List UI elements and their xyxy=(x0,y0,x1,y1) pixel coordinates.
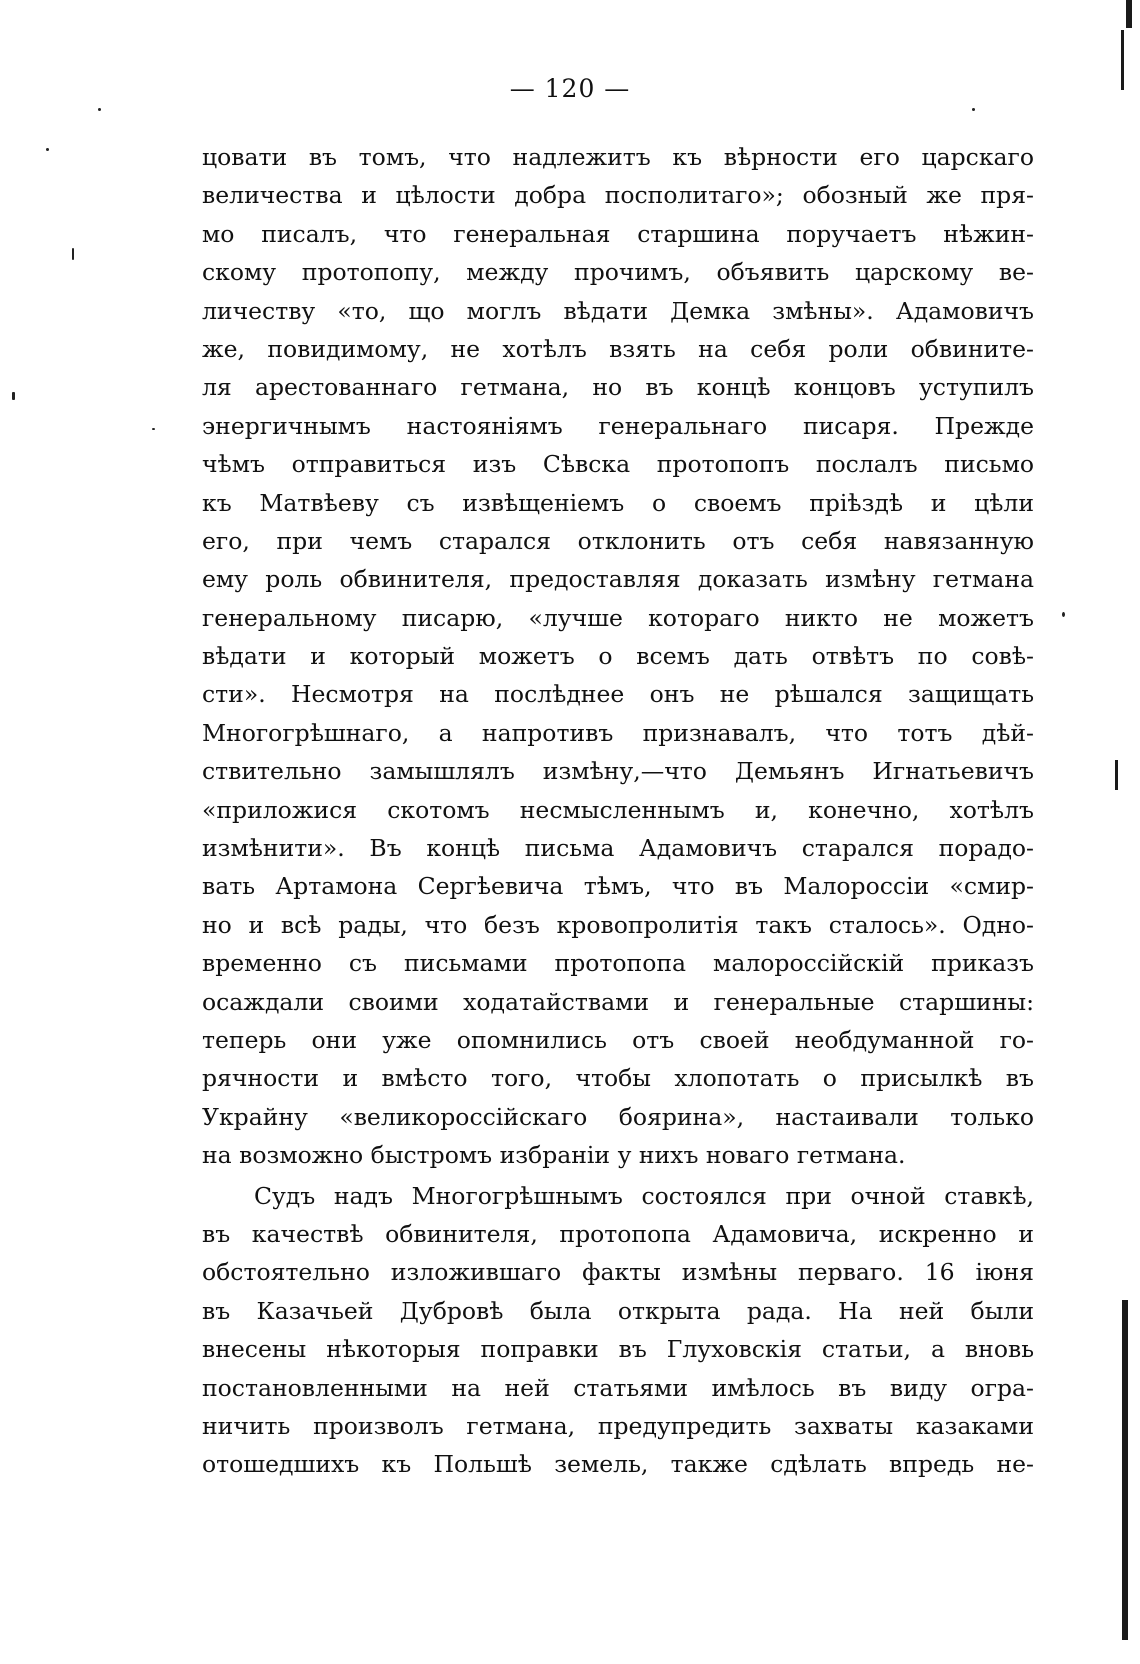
text-line: его, при чемъ старался отклонить отъ себя навязанную xyxy=(202,526,1034,555)
scan-speck xyxy=(12,392,15,400)
text-line: внесены нѣкоторыя поправки въ Глуховскія статьи, а вновь xyxy=(202,1335,1034,1364)
paragraph-2 xyxy=(202,1177,1034,1484)
scan-edge-mark xyxy=(1115,760,1118,790)
scan-speck xyxy=(98,108,101,111)
text-line: цовати въ томъ, что надлежитъ къ вѣрности его царскаго xyxy=(202,143,1034,171)
text-line: измѣнити». Въ концѣ письма Адамовичъ старался порадо- xyxy=(202,834,1034,863)
paragraph-1 xyxy=(202,138,1034,1175)
text-line: чѣмъ отправиться изъ Сѣвска протопопъ послалъ письмо xyxy=(202,450,1034,479)
text-line: сти». Несмотря на послѣднее онъ не рѣшался защищать xyxy=(202,680,1034,709)
text-line: вать Артамона Сергѣевича тѣмъ, что въ Малороссіи «смир- xyxy=(202,872,1034,901)
text-line: отошедшихъ къ Польшѣ земель, также сдѣлать впредь не- xyxy=(202,1450,1034,1479)
text-line: Многогрѣшнаго, а напротивъ признавалъ, что тотъ дѣй- xyxy=(202,718,1034,747)
text-line: рячности и вмѣсто того, чтобы хлопотать о присылкѣ въ xyxy=(202,1064,1034,1093)
scan-speck xyxy=(72,248,74,260)
text-line: величества и цѣлости добра посполитаго»; обозный же пря- xyxy=(202,181,1034,210)
scan-edge-mark xyxy=(1126,0,1132,28)
text-line: въ качествѣ обвинителя, протопопа Адамовича, искренно и xyxy=(202,1219,1034,1248)
text-line: ничить произволъ гетмана, предупредить захваты казаками xyxy=(202,1411,1034,1440)
text-line: Украйну «великороссійскаго боярина», настаивали только xyxy=(202,1102,1034,1131)
text-line: временно съ письмами протопопа малороссійскій приказъ xyxy=(202,949,1034,978)
scan-speck xyxy=(152,428,155,430)
text-line: къ Матвѣеву съ извѣщеніемъ о своемъ пріѣздѣ и цѣли xyxy=(202,488,1034,517)
text-line: генеральному писарю, «лучше котораго никто не можетъ xyxy=(202,603,1034,632)
text-line: но и всѣ рады, что безъ кровопролитія такъ сталось». Одно- xyxy=(202,910,1034,939)
page-number: — 120 — xyxy=(509,74,631,103)
scan-edge-mark xyxy=(1121,30,1124,90)
text-line: на возможно быстромъ избраніи у нихъ новаго гетмана. xyxy=(202,1141,906,1170)
text-line: постановленными на ней статьями имѣлось въ виду огра- xyxy=(202,1373,1034,1402)
text-line: въ Казачьей Дубровѣ была открыта рада. На ней были xyxy=(202,1296,1034,1325)
text-line: ему роль обвинителя, предоставляя доказать измѣну гетмана xyxy=(202,565,1034,594)
scan-speck xyxy=(1062,612,1065,617)
text-line: ствительно замышлялъ измѣну,—что Демьянъ Игнатьевичъ xyxy=(202,757,1034,786)
text-line: обстоятельно изложившаго факты измѣны перваго. 16 іюня xyxy=(202,1258,1034,1287)
text-line: личеству «то, що моглъ вѣдати Демка змѣны». Адамовичъ xyxy=(202,296,1034,325)
text-line: ля арестованнаго гетмана, но въ концѣ концовъ уступилъ xyxy=(202,373,1034,402)
scan-edge-mark xyxy=(1122,1300,1128,1640)
text-line: энергичнымъ настояніямъ генеральнаго писаря. Прежде xyxy=(202,411,1034,440)
text-line: вѣдати и который можетъ о всемъ дать отвѣтъ по совѣ- xyxy=(202,642,1034,671)
scan-speck xyxy=(972,108,975,111)
text-line: теперь они уже опомнились отъ своей необдуманной го- xyxy=(202,1025,1034,1054)
body-text xyxy=(202,138,1034,1484)
text-line: мо писалъ, что генеральная старшина поручаетъ нѣжин- xyxy=(202,219,1034,248)
text-line: скому протопопу, между прочимъ, объявить царскому ве- xyxy=(202,258,1034,287)
text-line: «приложися скотомъ несмысленнымъ и, конечно, хотѣлъ xyxy=(202,795,1034,824)
text-line: Судъ надъ Многогрѣшнымъ состоялся при очной ставкѣ, xyxy=(254,1181,1034,1210)
scan-speck xyxy=(46,148,49,151)
text-line: же, повидимому, не хотѣлъ взять на себя роли обвините- xyxy=(202,334,1034,363)
text-line: осаждали своими ходатайствами и генеральные старшины: xyxy=(202,987,1034,1016)
